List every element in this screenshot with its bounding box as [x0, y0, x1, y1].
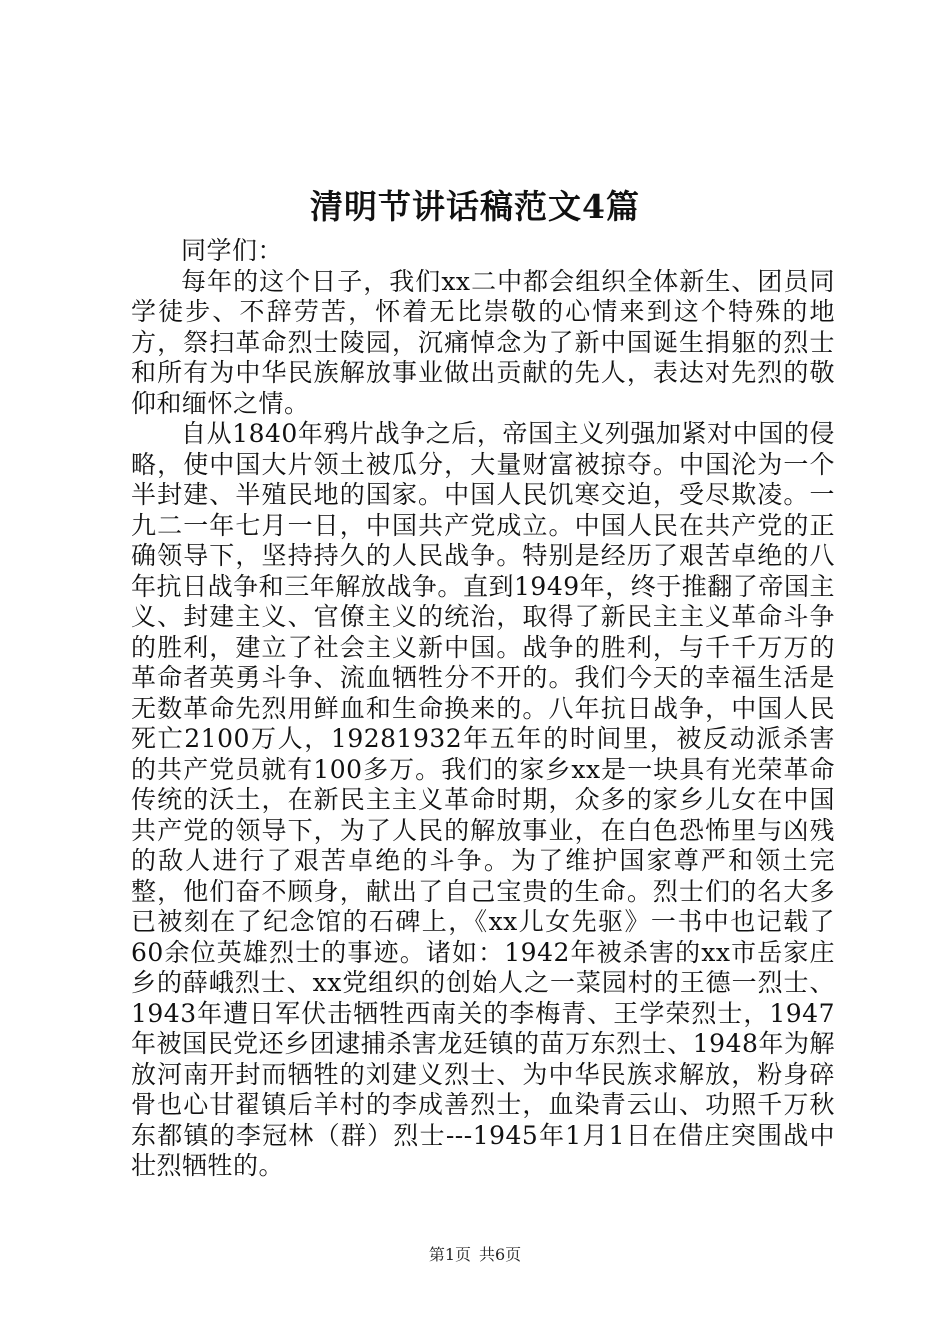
- page-footer: [0, 1244, 950, 1266]
- paragraph-2: 自从1840年鸦片战争之后，帝国主义列强加紧对中国的侵略，使中国大片领土被瓜分，大量财富被掠夺。中国沦为一个半封建、半殖民地的国家。中国人民饥寒交迫，受尽欺凌。一九二一年七月一日，中国共产党成立。中国人民在共产党的正确领导下，坚持持久的人民战争。特别是经历了艰苦卓绝的八年抗日战争和三年解放战争。直到1949年，终于推翻了帝国主义、封建主义、官僚主义的统治，取得了新民主主义革命斗争的胜利，建立了社会主义新中国。战争的胜利，与千千万万的革命者英勇斗争、流血牺牲分不开的。我们今天的幸福生活是无数革命先烈用鲜血和生命换来的。八年抗日战争，中国人民死亡2100万人，19281932年五年的时间里，被反动派杀害的共产党员就有100多万。我们的家乡xx是一块具有光荣革命传统的沃土，在新民主主义革命时期，众多的家乡儿女在中国共产党的领导下，为了人民的解放事业，在白色恐怖里与凶残的敌人进行了艰苦卓绝的斗争。为了维护国家尊严和领土完整，他们奋不顾身，献出了自己宝贵的生命。烈士们的名大多已被刻在了纪念馆的石碑上，《xx儿女先驱》一书中也记载了60余位英雄烈士的事迹。诸如：1942年被杀害的xx市岳家庄乡的薛峨烈士、xx党组织的创始人之一菜园村的王德一烈士、1943年遭日军伏击牺牲西南关的李梅青、王学荣烈士，1947年被国民党还乡团逮捕杀害龙廷镇的苗万东烈士、1948年为解放河南开封而牺牲的刘建义烈士、为中华民族求解放，粉身碎骨也心甘翟镇后羊村的李成善烈士，血染青云山、功照千万秋东都镇的李冠林（群）烈士---1945年1月1日在借庄突围战中壮烈牺牲的。: [131, 419, 835, 1180]
- salutation: 同学们：: [181, 236, 284, 265]
- page-number: 第1页: [428, 1245, 471, 1264]
- document-body: [131, 236, 835, 1182]
- paragraph-1: 每年的这个日子，我们xx二中都会组织全体新生、团员同学徒步、不辞劳苦，怀着无比崇敬的心情来到这个特殊的地方，祭扫革命烈士陵园，沉痛悼念为了新中国诞生捐躯的烈士和所有为中华民族解放事业做出贡献的先人，表达对先烈的敬仰和缅怀之情。: [131, 266, 835, 418]
- document-title: 清明节讲话稿范文4篇: [310, 187, 640, 226]
- page-total: 共6页: [479, 1245, 522, 1264]
